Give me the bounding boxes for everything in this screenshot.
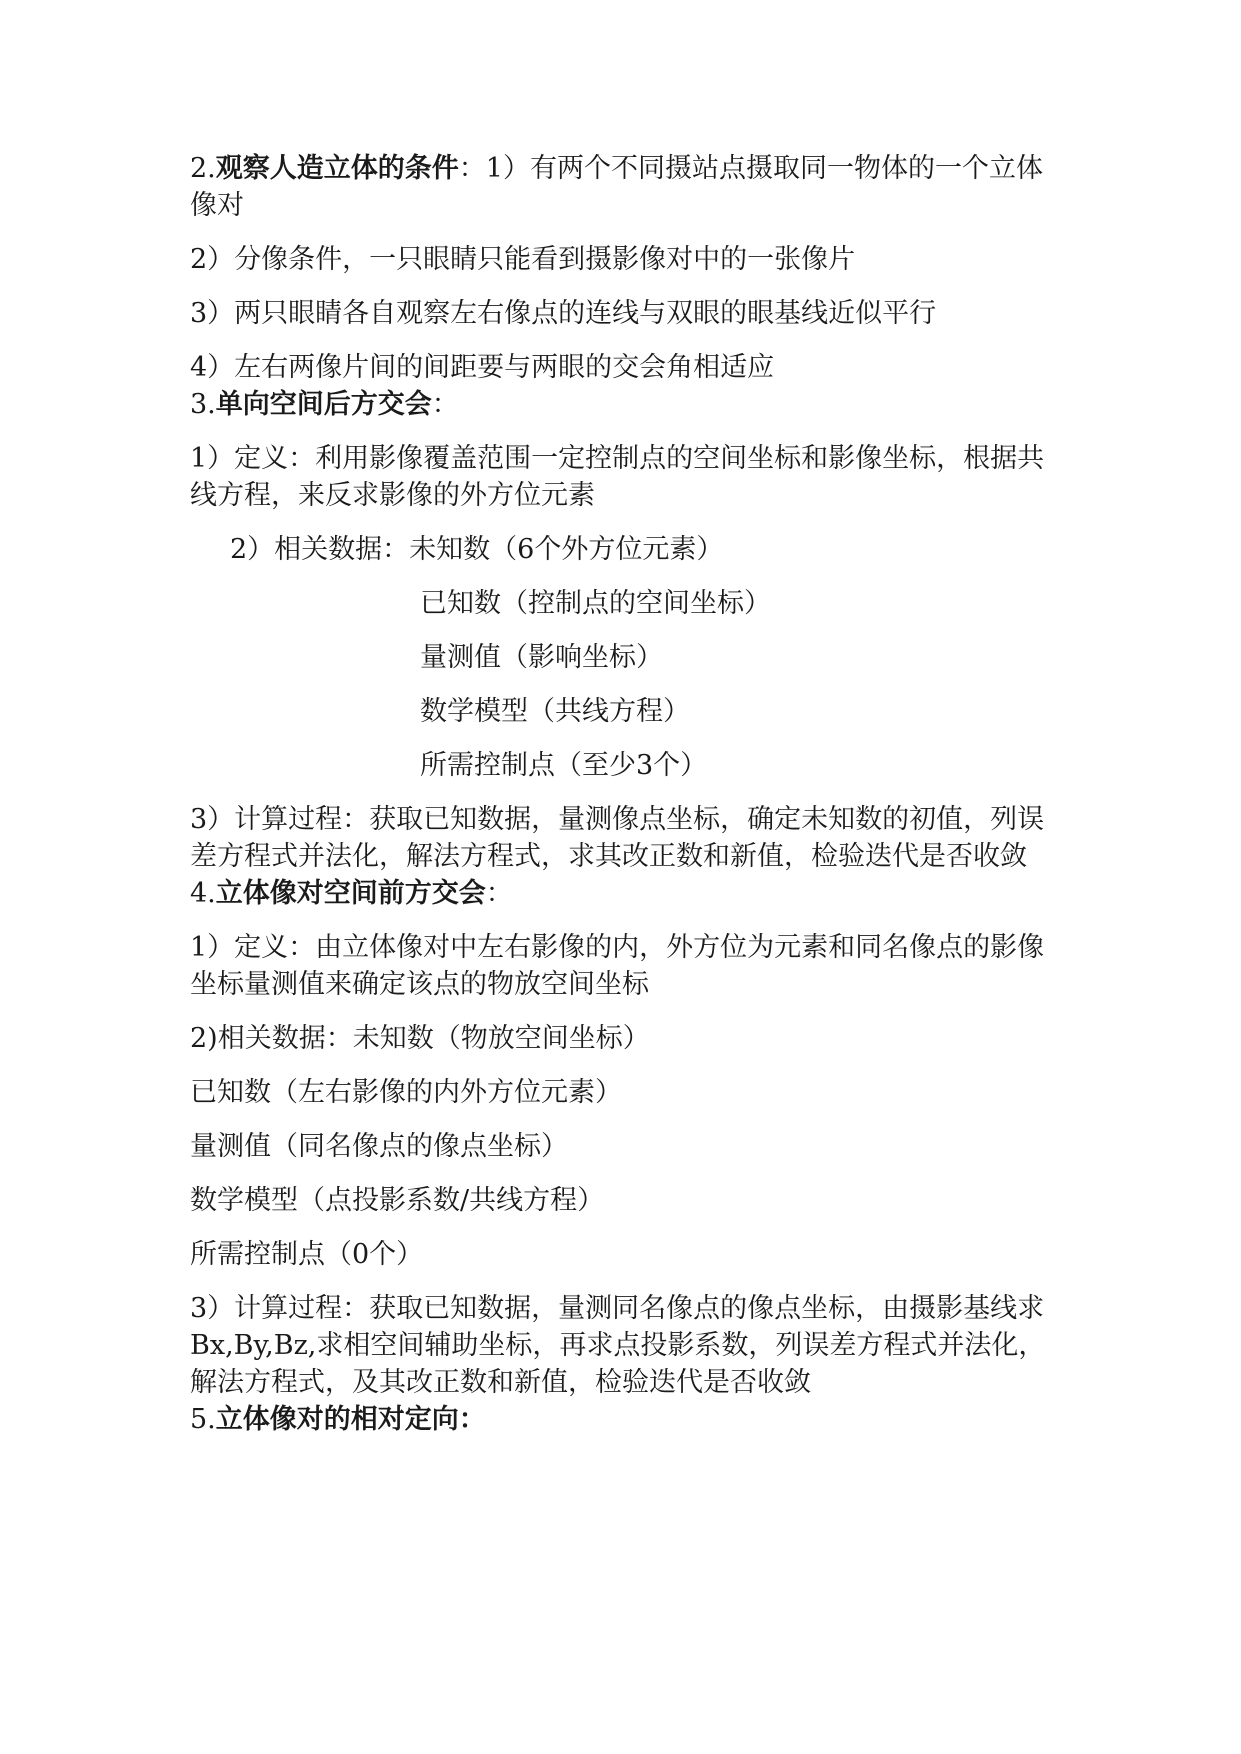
section-3-title: 单向空间后方交会: [215, 389, 432, 420]
section-3-data-label: 2）相关数据：: [230, 534, 410, 565]
section-3-data-first: [190, 531, 1060, 568]
section-2-title: 观察人造立体的条件: [215, 153, 459, 184]
section-3-definition: 1）定义：利用影像覆盖范围一定控制点的空间坐标和影像坐标，根据共线方程，来反求影像的外方位元素: [190, 443, 1045, 511]
section-4-heading: [190, 875, 1060, 912]
section-4-data-measured: 量测值（同名像点的像点坐标）: [190, 1131, 568, 1162]
section-3-data-control: 所需控制点（至少3个）: [420, 750, 708, 781]
section-4-definition: 1）定义：由立体像对中左右影像的内，外方位为元素和同名像点的影像坐标量测值来确定该点的物放空间坐标: [190, 932, 1045, 1000]
section-3-colon: ：: [431, 389, 459, 420]
section-5-heading: [190, 1401, 1060, 1438]
section-2-heading: [190, 150, 1060, 224]
section-4-title: 立体像对空间前方交会: [215, 878, 486, 909]
section-4-process: 3）计算过程：获取已知数据，量测同名像点的像点坐标，由摄影基线求Bx,By,Bz,求相空间辅助坐标，再求点投影系数，列误差方程式并法化，解法方程式，及其改正数和新值，检验迭代是否收敛: [190, 1293, 1046, 1398]
section-3-data-measured: 量测值（影响坐标）: [420, 642, 663, 673]
section-2-item-1: ：1）有两个不同摄站点摄取同一物体的一个立体像对: [190, 153, 1043, 221]
section-3-process: 3）计算过程：获取已知数据，量测像点坐标，确定未知数的初值，列误差方程式并法化，解法方程式，求其改正数和新值，检验迭代是否收敛: [190, 804, 1045, 872]
section-3-data-unknowns: 未知数（6个外方位元素）: [409, 534, 724, 565]
section-4-data-first: 2)相关数据：未知数（物放空间坐标）: [190, 1023, 650, 1054]
section-4-number: 4.: [190, 878, 216, 909]
section-4-data-known: 已知数（左右影像的内外方位元素）: [190, 1077, 622, 1108]
document-page: [190, 150, 1060, 1438]
section-2-number: 2.: [190, 153, 216, 184]
section-2-item-3: 3）两只眼睛各自观察左右像点的连线与双眼的眼基线近似平行: [190, 298, 937, 329]
section-3-number: 3.: [190, 389, 216, 420]
section-2-item-2: 2）分像条件，一只眼睛只能看到摄影像对中的一张像片: [190, 244, 856, 275]
section-3-heading: [190, 386, 1060, 423]
section-4-data-model: 数学模型（点投影系数/共线方程）: [190, 1185, 605, 1216]
section-2-item-4: 4）左右两像片间的间距要与两眼的交会角相适应: [190, 352, 775, 383]
section-5-title: 立体像对的相对定向: [215, 1404, 459, 1435]
section-5-number: 5.: [190, 1404, 216, 1435]
section-3-data-model: 数学模型（共线方程）: [420, 696, 690, 727]
section-4-data-control: 所需控制点（0个）: [190, 1239, 424, 1270]
section-5-colon: ：: [458, 1404, 486, 1435]
section-3-data-known: 已知数（控制点的空间坐标）: [420, 588, 771, 619]
section-4-colon: ：: [485, 878, 513, 909]
